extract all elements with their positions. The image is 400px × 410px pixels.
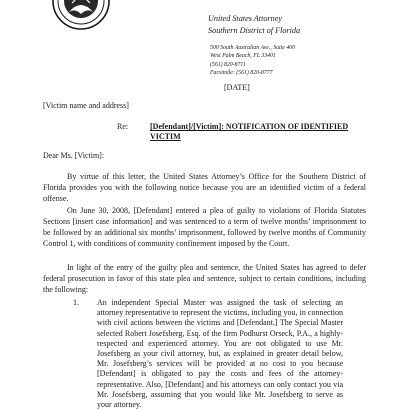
salutation: Dear Ms. [Victim]: bbox=[43, 151, 105, 160]
letterhead-address bbox=[210, 44, 295, 77]
re-subject: [Defendant]/[Victim]: NOTIFICATION OF IDENTIFIED VICTIM bbox=[150, 122, 349, 141]
address-line: 500 South Australian Ave., Suite 400 bbox=[210, 45, 295, 51]
office-district: Southern District of Florida bbox=[208, 26, 301, 35]
condition-number: 1. bbox=[73, 298, 79, 307]
facsimile-line: Facsimile: (561) 820-8777 bbox=[210, 69, 273, 76]
office-title: United States Attorney bbox=[208, 14, 282, 23]
letterhead-office bbox=[208, 13, 300, 37]
paragraph-notice: By virtue of this letter, the United States Attorney’s Office for the Southern District of Florida provides you with the following notice because you are an identified victim of a federal offense. bbox=[43, 172, 366, 203]
recipient-address: [Victim name and address] bbox=[43, 101, 129, 110]
paragraph-deferral: In light of the entry of the guilty plea and sentence, the United States has agreed to defer federal prosecution in favor of this state plea and sentence, subject to certain conditions, including the following: bbox=[43, 263, 366, 294]
city-line: West Palm Beach, FL 33401 bbox=[210, 53, 276, 60]
paragraph-plea: On June 30, 2008, [Defendant] entered a plea of guilty to violations of Florida Statutes Sections [insert case information] and was sentenced to a term of twelve months’ imprisonment to be followed by an additional six months’ imprisonment, followed by twelve months of Community Control 1, with conditions of community confinement imposed by the Court. bbox=[43, 206, 366, 248]
letter-date: [DATE] bbox=[224, 83, 250, 92]
phone-line: (561) 820-8711 bbox=[210, 61, 246, 68]
condition-text: An independent Special Master was assigned the task of selecting an attorney representative to represent the victims, including you, in connection with civil actions between the victims and [Defendant.] The Special Master selected Robert Josefsberg, Esq. of the firm Podhurst Orseck, P.A., a highly-respected and experienced attorney. You are not obligated to use Mr. Josefsberg as your civil attorney, but, as explained in greater detail below, Mr. Josefsberg’s services will be provided at no cost to you because [Defendant] is obligated to pay the costs and fees of the attorney-representative. Also, [Defendant] and his attorneys can only contact you via Mr. Josefsberg, assuming that you would like Mr. Josefsberg to serve as your attorney. bbox=[97, 298, 343, 410]
department-of-justice-seal-icon bbox=[52, 0, 110, 30]
re-label: Re: bbox=[117, 122, 129, 131]
